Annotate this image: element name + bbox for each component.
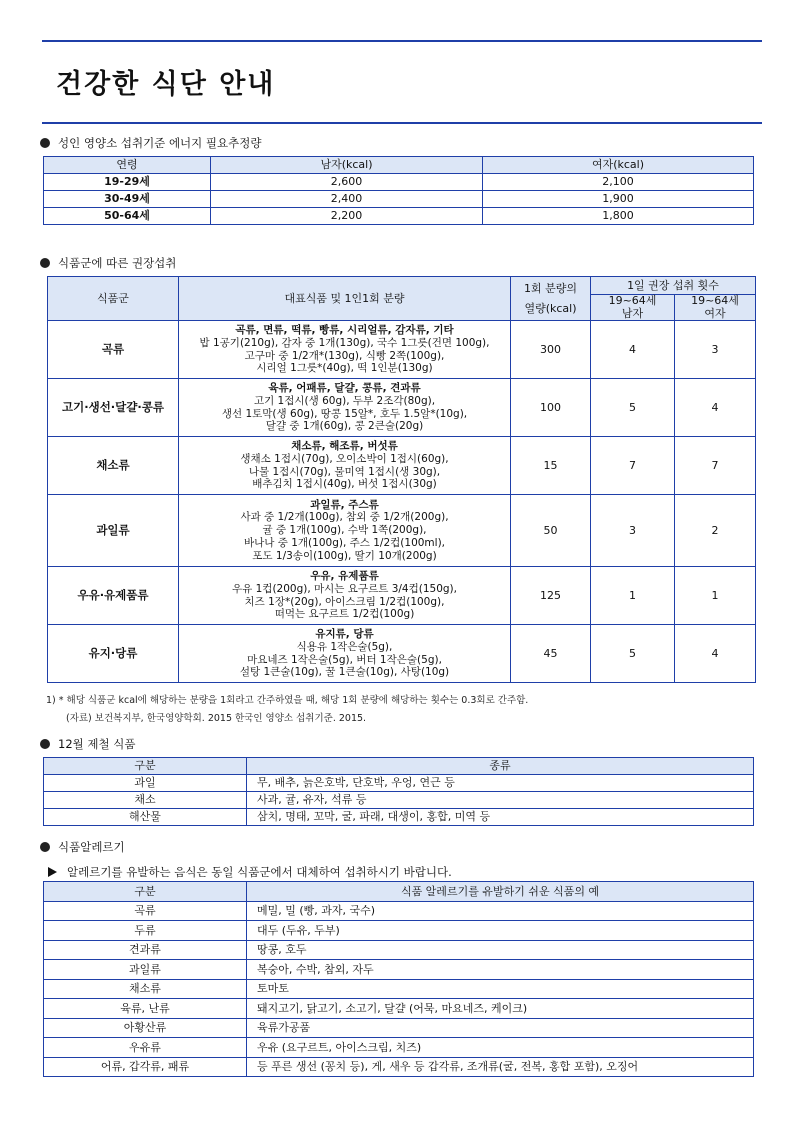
food-description-line: 식용유 1작은술(5g), [296, 640, 393, 653]
food-description-line: 고기 1접시(생 60g), 두부 2조각(80g), [253, 394, 436, 407]
header-group: 식품군 [48, 277, 179, 321]
food-female-cell: 4 [675, 625, 756, 683]
food-description-line: 사과 중 1/2개(100g), 참외 중 1/2개(200g), [240, 511, 449, 524]
table-row [44, 792, 754, 809]
food-group-table [47, 276, 756, 683]
category-cell: 과일류 [44, 960, 247, 980]
food-group-row [48, 437, 756, 495]
food-description-line: 귤 중 1개(100g), 수박 1쪽(200g), [262, 524, 427, 537]
header-female: 19~64세 여자 [675, 295, 756, 321]
food-male-cell: 7 [591, 437, 675, 495]
allergen-examples-cell: 등 푸른 생선 (꽁치 등), 게, 새우 등 갑각류, 조개류(굴, 전복, 홍합 포함), 오징어 [247, 1057, 754, 1077]
food-description-line: 나물 1접시(70g), 물미역 1접시(생 30g), [248, 465, 441, 478]
food-description-title: 육류, 어패류, 달걀, 콩류, 견과류 [268, 381, 421, 394]
header-cell: 연령 [44, 157, 211, 174]
food-description-line: 고구마 중 1/2개*(130g), 식빵 2쪽(100g), [244, 349, 445, 362]
header-cell: 남자(kcal) [211, 157, 483, 174]
food-male-cell: 1 [591, 567, 675, 625]
table-row [44, 1057, 754, 1077]
food-description-title: 채소류, 해조류, 버섯류 [291, 439, 398, 452]
category-cell: 아황산류 [44, 1018, 247, 1038]
allergen-examples-cell: 대두 (두유, 두부) [247, 921, 754, 941]
bullet-icon [40, 258, 50, 268]
food-male-cell: 4 [591, 321, 675, 379]
food-kcal-cell: 45 [511, 625, 591, 683]
food-female-cell: 3 [675, 321, 756, 379]
food-description-line: 바나나 중 1개(100g), 주스 1/2컵(100ml), [243, 536, 446, 549]
food-group-name: 과일류 [48, 495, 179, 567]
table-row [44, 174, 754, 191]
food-group-row [48, 567, 756, 625]
allergen-examples-cell: 땅콩, 호두 [247, 940, 754, 960]
header-cell: 여자(kcal) [483, 157, 754, 174]
food-female-cell: 2 [675, 495, 756, 567]
food-group-row [48, 379, 756, 437]
allergy-heading-text: 식품알레르기 [58, 840, 125, 854]
category-cell: 과일 [44, 775, 247, 792]
food-description-line: 마요네즈 1작은술(5g), 버터 1작은술(5g), [247, 653, 442, 666]
food-description-line: 시리얼 1그릇*(40g), 떡 1인분(130g) [256, 362, 433, 375]
header-cell: 구분 [44, 758, 247, 775]
food-group-row [48, 625, 756, 683]
table-header-row [44, 157, 754, 174]
header-male: 19~64세 남자 [591, 295, 675, 321]
monthly-heading [40, 736, 136, 752]
table-row [44, 999, 754, 1019]
food-group-row [48, 495, 756, 567]
items-cell: 삼치, 명태, 꼬막, 굴, 파래, 대생이, 홍합, 미역 등 [247, 809, 754, 826]
food-description [179, 567, 511, 625]
food-description-title: 곡류, 면류, 떡류, 빵류, 시리얼류, 감자류, 기타 [235, 323, 454, 336]
table-row [44, 921, 754, 941]
food-group-name: 우유·유제품류 [48, 567, 179, 625]
female-kcal-cell: 1,800 [483, 208, 754, 225]
top-rule [42, 40, 762, 42]
food-male-cell: 3 [591, 495, 675, 567]
food-kcal-cell: 15 [511, 437, 591, 495]
food-female-cell: 7 [675, 437, 756, 495]
food-description [179, 495, 511, 567]
food-description-line: 밥 1공기(210g), 감자 중 1개(130g), 국수 1그릇(건면 100g), [199, 336, 490, 349]
items-cell: 사과, 귤, 유자, 석류 등 [247, 792, 754, 809]
table-row [44, 901, 754, 921]
food-description [179, 437, 511, 495]
table-header-row [48, 277, 756, 295]
allergy-heading [40, 839, 125, 855]
allergen-examples-cell: 돼지고기, 닭고기, 소고기, 달걀 (어묵, 마요네즈, 케이크) [247, 999, 754, 1019]
category-cell: 견과류 [44, 940, 247, 960]
food-description-line: 생채소 1접시(70g), 오이소박이 1접시(60g), [240, 452, 449, 465]
source-note: (자료) 보건복지부, 한국영양학회. 2015 한국인 영양소 섭취기준. 2015. [66, 713, 367, 724]
table-row [44, 191, 754, 208]
food-heading [40, 255, 176, 271]
header-daily: 1일 권장 섭취 횟수 [591, 277, 756, 295]
food-group-name: 유지·당류 [48, 625, 179, 683]
food-female-cell: 1 [675, 567, 756, 625]
header-kcal [511, 277, 591, 321]
allergen-examples-cell: 복숭아, 수박, 참외, 자두 [247, 960, 754, 980]
category-cell: 두류 [44, 921, 247, 941]
header-kcal-line1: 1회 분량의 [524, 282, 577, 296]
energy-heading [40, 135, 261, 151]
category-cell: 채소 [44, 792, 247, 809]
bullet-icon [40, 739, 50, 749]
page-title: 건강한 식단 안내 [56, 69, 276, 100]
header-desc: 대표식품 및 1인1회 분량 [179, 277, 511, 321]
age-cell: 30-49세 [44, 191, 211, 208]
allergy-note-text: 알레르기를 유발하는 음식은 동일 식품군에서 대체하여 섭취하시기 바랍니다. [67, 865, 452, 879]
food-description-line: 생선 1토막(생 60g), 땅콩 15알*, 호두 1.5알*(10g), [221, 407, 468, 420]
food-male-cell: 5 [591, 379, 675, 437]
category-cell: 해산물 [44, 809, 247, 826]
seasonal-food-table [43, 757, 754, 826]
age-cell: 50-64세 [44, 208, 211, 225]
food-description [179, 321, 511, 379]
food-description-line: 달걀 중 1개(60g), 콩 2큰술(20g) [265, 420, 424, 433]
age-cell: 19-29세 [44, 174, 211, 191]
items-cell: 무, 배추, 늙은호박, 단호박, 우엉, 연근 등 [247, 775, 754, 792]
food-description [179, 625, 511, 683]
category-cell: 어류, 갑각류, 패류 [44, 1057, 247, 1077]
table-row [44, 960, 754, 980]
energy-heading-text: 성인 영양소 섭취기준 에너지 필요추정량 [58, 136, 262, 150]
energy-table [43, 156, 754, 225]
food-male-cell: 5 [591, 625, 675, 683]
food-group-name: 곡류 [48, 321, 179, 379]
header-kcal-line2: 열량(kcal) [524, 301, 577, 315]
food-kcal-cell: 100 [511, 379, 591, 437]
table-row [44, 1018, 754, 1038]
table-row [44, 809, 754, 826]
food-group-name: 고기·생선·달걀·콩류 [48, 379, 179, 437]
header-cell: 구분 [44, 882, 247, 902]
food-group-name: 채소류 [48, 437, 179, 495]
allergy-table [43, 881, 754, 1077]
male-kcal-cell: 2,200 [211, 208, 483, 225]
bullet-icon [40, 842, 50, 852]
food-description-title: 과일류, 주스류 [310, 498, 379, 511]
allergen-examples-cell: 우유 (요구르트, 아이스크림, 치즈) [247, 1038, 754, 1058]
food-description-line: 포도 1/3송이(100g), 딸기 10개(200g) [252, 549, 437, 562]
table-row [44, 775, 754, 792]
category-cell: 육류, 난류 [44, 999, 247, 1019]
male-kcal-cell: 2,600 [211, 174, 483, 191]
header-cell: 식품 알레르기를 유발하기 쉬운 식품의 예 [247, 882, 754, 902]
monthly-heading-text: 12월 제철 식품 [58, 737, 136, 751]
food-heading-text: 식품군에 따른 권장섭취 [58, 256, 177, 270]
food-description-line: 설탕 1큰술(10g), 꿀 1큰술(10g), 사탕(10g) [239, 666, 450, 679]
table-row [44, 1038, 754, 1058]
table-row [44, 940, 754, 960]
footnote: 1) * 해당 식품군 kcal에 해당하는 분량을 1회라고 간주하였을 때, 해당 1회 분량에 해당하는 횟수는 0.3회로 간주함. [46, 695, 529, 706]
food-kcal-cell: 50 [511, 495, 591, 567]
allergen-examples-cell: 육류가공품 [247, 1018, 754, 1038]
food-description-line: 우유 1컵(200g), 마시는 요구르트 3/4컵(150g), [232, 582, 457, 595]
triangle-right-icon [48, 867, 57, 877]
food-description-line: 치즈 1장*(20g), 아이스크림 1/2컵(100g), [244, 595, 445, 608]
food-description-line: 배추김치 1접시(40g), 버섯 1접시(30g) [252, 478, 437, 491]
table-header-row [44, 882, 754, 902]
allergen-examples-cell: 토마토 [247, 979, 754, 999]
food-description-title: 우유, 유제품류 [310, 569, 379, 582]
table-row [44, 208, 754, 225]
female-kcal-cell: 2,100 [483, 174, 754, 191]
food-description-title: 유지류, 당류 [315, 627, 374, 640]
food-kcal-cell: 125 [511, 567, 591, 625]
food-kcal-cell: 300 [511, 321, 591, 379]
category-cell: 곡류 [44, 901, 247, 921]
title-rule [42, 122, 762, 124]
bullet-icon [40, 138, 50, 148]
food-description-line: 떠먹는 요구르트 1/2컵(100g) [274, 608, 415, 621]
food-group-row [48, 321, 756, 379]
table-row [44, 979, 754, 999]
female-kcal-cell: 1,900 [483, 191, 754, 208]
table-header-row [44, 758, 754, 775]
allergen-examples-cell: 메밀, 밀 (빵, 과자, 국수) [247, 901, 754, 921]
food-female-cell: 4 [675, 379, 756, 437]
category-cell: 우유류 [44, 1038, 247, 1058]
header-cell: 종류 [247, 758, 754, 775]
male-kcal-cell: 2,400 [211, 191, 483, 208]
category-cell: 채소류 [44, 979, 247, 999]
food-description [179, 379, 511, 437]
allergy-note [48, 864, 452, 880]
